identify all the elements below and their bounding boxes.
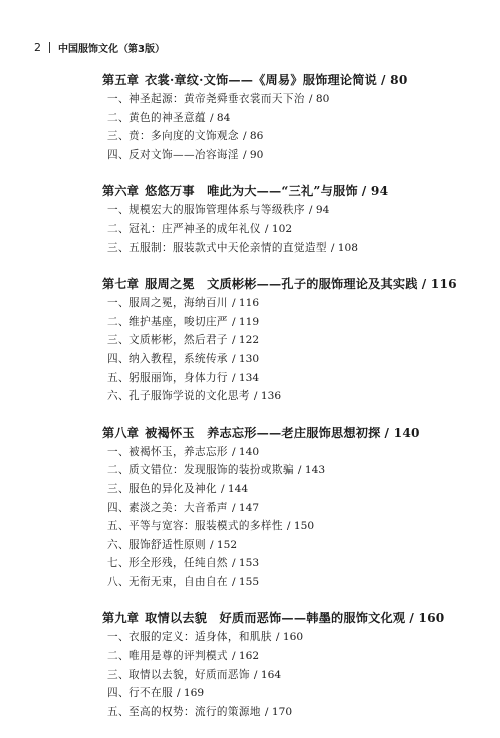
toc-entry bbox=[107, 536, 482, 555]
entry-title: 四、反对文饰——冶容诲淫 bbox=[107, 148, 239, 161]
entry-page: / 116 bbox=[231, 297, 260, 310]
entry-title: 一、规模宏大的服饰管理体系与等级秩序 bbox=[107, 204, 305, 217]
entry-page: / 155 bbox=[231, 575, 260, 588]
chapter-label: 第五章 bbox=[102, 73, 140, 87]
toc-entry bbox=[107, 90, 482, 109]
chapter-title-text: 被褐怀玉 养志忘形——老庄服饰思想初探 bbox=[145, 425, 381, 440]
toc-entry bbox=[107, 146, 482, 165]
toc-entry bbox=[107, 369, 482, 388]
entry-title: 二、质文错位：发现服饰的装扮或欺骗 bbox=[107, 464, 294, 477]
chapter-section bbox=[102, 608, 482, 721]
chapter-title-text: 衣裳·章纹·文饰——《周易》服饰理论简说 bbox=[145, 73, 378, 87]
entry-title: 六、孔子服饰学说的文化思考 bbox=[107, 390, 250, 403]
toc-entry bbox=[107, 127, 482, 146]
chapter-label: 第九章 bbox=[102, 611, 140, 626]
toc-entry bbox=[107, 294, 482, 313]
entry-title: 三、贲：多向度的文饰观念 bbox=[107, 130, 239, 143]
entry-page: / 102 bbox=[264, 222, 293, 235]
entry-title: 三、服色的异化及神化 bbox=[107, 482, 217, 495]
entry-title: 三、五服制：服装款式中天伦亲情的直觉造型 bbox=[107, 241, 327, 254]
chapter-heading bbox=[102, 70, 482, 90]
entry-page: / 164 bbox=[253, 668, 282, 681]
entry-title: 四、素淡之美：大音希声 bbox=[107, 501, 228, 514]
entry-title: 六、服饰舒适性原则 bbox=[107, 538, 206, 551]
toc-entry bbox=[107, 220, 482, 239]
table-of-contents bbox=[102, 70, 482, 738]
chapter-label: 第八章 bbox=[102, 425, 140, 440]
toc-entry bbox=[107, 313, 482, 332]
entry-page: / 160 bbox=[275, 631, 304, 644]
toc-entry bbox=[107, 350, 482, 369]
entry-title: 五、躬服丽饰，身体力行 bbox=[107, 371, 228, 384]
chapter-title-text: 悠悠万事 唯此为大——“三礼”与服饰 bbox=[145, 184, 358, 199]
toc-entry bbox=[107, 554, 482, 573]
entry-title: 五、平等与宽容：服装模式的多样性 bbox=[107, 520, 283, 533]
toc-entry bbox=[107, 517, 482, 536]
entry-page: / 143 bbox=[297, 464, 326, 477]
chapter-section bbox=[102, 274, 482, 406]
entry-title: 三、文质彬彬，然后君子 bbox=[107, 334, 228, 347]
toc-entry bbox=[107, 480, 482, 499]
entry-title: 一、衣服的定义：适身体，和肌肤 bbox=[107, 631, 272, 644]
toc-entry bbox=[107, 628, 482, 647]
chapter-page: / 160 bbox=[409, 611, 445, 626]
entry-title: 二、冠礼：庄严神圣的成年礼仪 bbox=[107, 222, 261, 235]
chapter-section bbox=[102, 70, 482, 164]
entry-title: 七、形全形残，任纯自然 bbox=[107, 557, 228, 570]
entry-title: 四、纳入教程，系统传承 bbox=[107, 352, 228, 365]
entry-page: / 90 bbox=[242, 148, 264, 161]
entry-page: / 122 bbox=[231, 334, 260, 347]
entry-page: / 119 bbox=[231, 315, 260, 328]
entry-title: 四、行不在服 bbox=[107, 687, 173, 700]
entry-title: 一、神圣起源：黄帝尧舜垂衣裳而天下治 bbox=[107, 93, 305, 105]
running-header bbox=[34, 40, 165, 55]
toc-entry bbox=[107, 109, 482, 128]
entry-page: / 162 bbox=[231, 650, 260, 663]
entry-page: / 94 bbox=[308, 204, 330, 217]
entry-page: / 80 bbox=[308, 93, 330, 105]
chapter-heading bbox=[102, 274, 482, 294]
chapter-page: / 140 bbox=[384, 425, 420, 440]
entry-page: / 144 bbox=[220, 482, 249, 495]
toc-entry bbox=[107, 201, 482, 220]
chapter-label: 第七章 bbox=[102, 277, 140, 292]
chapter-title-text: 取情以去貌 好质而恶饰——韩墨的服饰文化观 bbox=[145, 611, 406, 626]
chapter-section bbox=[102, 423, 482, 592]
entry-page: / 152 bbox=[209, 538, 238, 551]
toc-entry bbox=[107, 666, 482, 685]
chapter-heading bbox=[102, 423, 482, 443]
chapter-title-text: 服周之冕 文质彬彬——孔子的服饰理论及其实践 bbox=[145, 277, 418, 292]
entry-page: / 136 bbox=[253, 390, 282, 403]
entry-page: / 153 bbox=[231, 557, 260, 570]
entry-title: 二、黄色的神圣意蕴 bbox=[107, 111, 206, 124]
toc-entry bbox=[107, 239, 482, 258]
toc-entry bbox=[107, 461, 482, 480]
entry-page: / 130 bbox=[231, 352, 260, 365]
entry-title: 二、唯用是尊的评判模式 bbox=[107, 650, 228, 663]
entry-title: 一、服周之冕，海纳百川 bbox=[107, 297, 228, 310]
toc-entry bbox=[107, 499, 482, 518]
chapter-page: / 80 bbox=[381, 73, 408, 87]
entry-page: / 140 bbox=[231, 445, 260, 458]
chapter-section bbox=[102, 181, 482, 257]
toc-entry bbox=[107, 443, 482, 462]
toc-entry bbox=[107, 387, 482, 406]
toc-entry bbox=[107, 331, 482, 350]
entry-page: / 86 bbox=[242, 130, 264, 143]
chapter-label: 第六章 bbox=[102, 184, 140, 199]
toc-entry bbox=[107, 573, 482, 592]
toc-entry bbox=[107, 703, 482, 722]
page-number: 2 bbox=[34, 41, 41, 54]
entry-page: / 170 bbox=[264, 705, 293, 718]
entry-page: / 84 bbox=[209, 111, 231, 124]
chapter-page: / 94 bbox=[361, 184, 389, 199]
toc-entry bbox=[107, 684, 482, 703]
entry-title: 二、维护基座，唆切庄严 bbox=[107, 315, 228, 328]
entry-page: / 134 bbox=[231, 371, 260, 384]
toc-entry bbox=[107, 647, 482, 666]
entry-page: / 108 bbox=[330, 241, 359, 254]
chapter-heading bbox=[102, 608, 482, 628]
chapter-heading bbox=[102, 181, 482, 201]
entry-title: 一、被褐怀玉，养志忘形 bbox=[107, 445, 228, 458]
entry-page: / 147 bbox=[231, 501, 260, 514]
header-divider bbox=[49, 42, 50, 53]
book-title: 中国服饰文化（第3版） bbox=[58, 44, 165, 55]
entry-page: / 169 bbox=[176, 687, 205, 700]
entry-title: 三、取情以去貌，好质而恶饰 bbox=[107, 668, 250, 681]
entry-title: 五、至高的权势：流行的策源地 bbox=[107, 705, 261, 718]
entry-page: / 150 bbox=[286, 520, 315, 533]
chapter-page: / 116 bbox=[421, 277, 457, 292]
entry-title: 八、无衔无束，自由自在 bbox=[107, 575, 228, 588]
